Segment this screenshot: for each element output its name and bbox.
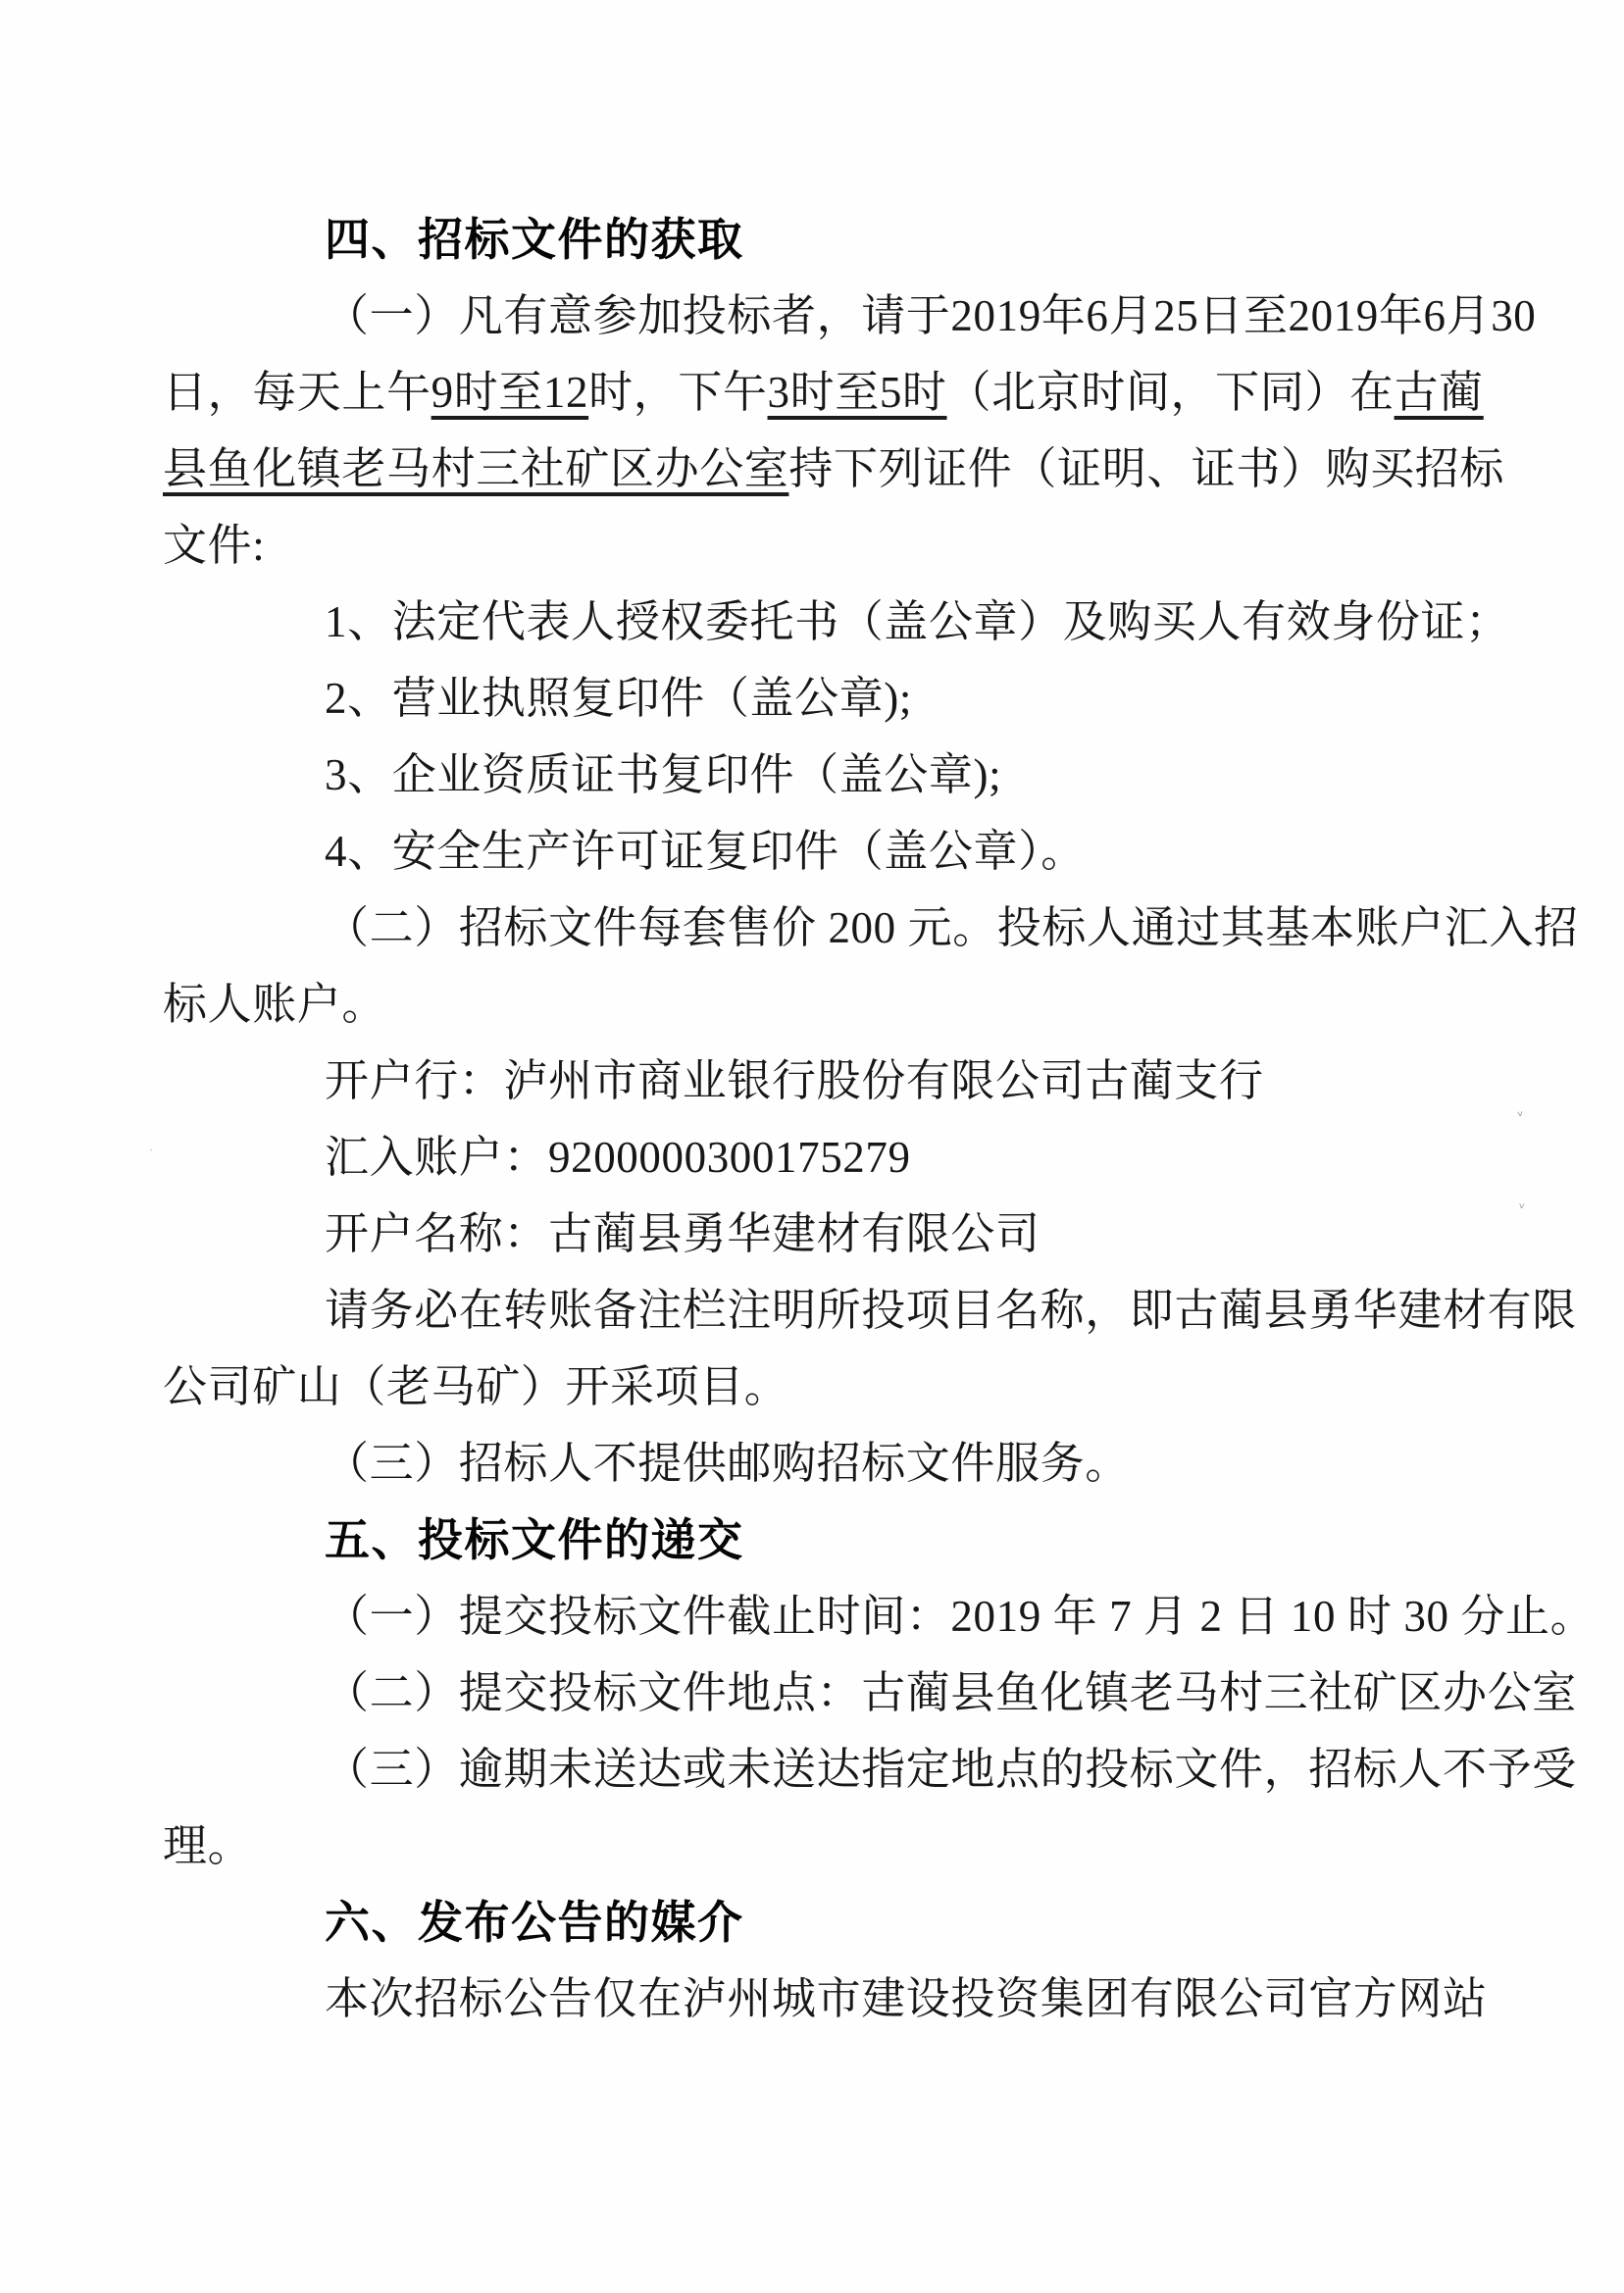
text-segment: 请务必在转账备注栏注明所投项目名称，即古蔺县勇华建材有限 — [325, 1286, 1577, 1335]
text-segment: 3、企业资质证书复印件（盖公章); — [325, 750, 1002, 799]
doc-line — [163, 431, 1505, 507]
text-segment: 四、招标文件的获取 — [325, 214, 744, 265]
doc-line — [163, 1196, 1500, 1272]
text-segment: 本次招标公告仅在泸州城市建设投资集团有限公司官方网站 — [325, 1974, 1488, 2023]
doc-line — [163, 1119, 1500, 1196]
text-segment: （二）招标文件每套售价 200 元。投标人通过其基本账户汇入招 — [325, 903, 1579, 952]
doc-line — [163, 1578, 1596, 1655]
doc-line — [163, 1272, 1577, 1349]
text-segment: 开户行：泸州市商业银行股份有限公司古蔺支行 — [325, 1056, 1264, 1105]
underlined-text: 3时至5时 — [767, 368, 947, 417]
doc-line — [163, 1731, 1577, 1808]
underlined-text: 县鱼化镇老马村三社矿区办公室 — [163, 444, 789, 493]
doc-line — [163, 1808, 1500, 1884]
doc-line — [163, 890, 1579, 966]
doc-line — [163, 813, 1500, 890]
text-segment: 五、投标文件的递交 — [325, 1514, 744, 1565]
text-segment: 时，下午 — [588, 368, 768, 417]
text-segment: 4、安全生产许可证复印件（盖公章）。 — [325, 827, 1086, 876]
scan-speck: ᵥ — [1518, 1194, 1526, 1213]
section-heading — [163, 1502, 1500, 1578]
doc-line — [163, 1043, 1500, 1119]
text-segment: 汇入账户：9200000300175279 — [325, 1133, 911, 1182]
text-segment: 理。 — [163, 1821, 253, 1870]
doc-line — [163, 1655, 1577, 1731]
text-segment: （三）招标人不提供邮购招标文件服务。 — [325, 1439, 1130, 1488]
text-segment: 公司矿山（老马矿）开采项目。 — [163, 1362, 789, 1411]
doc-line — [163, 354, 1500, 431]
text-segment: （二）提交投标文件地点：古蔺县鱼化镇老马村三社矿区办公室 — [325, 1668, 1577, 1717]
text-segment: （一）提交投标文件截止时间：2019 年 7 月 2 日 10 时 30 分止。 — [325, 1592, 1596, 1641]
doc-line — [163, 966, 1500, 1043]
doc-line — [163, 1425, 1500, 1502]
text-segment: 开户名称：古蔺县勇华建材有限公司 — [325, 1209, 1040, 1258]
scan-speck: ˏ — [148, 1139, 154, 1151]
text-segment: （三）逾期未送达或未送达指定地点的投标文件，招标人不予受 — [325, 1745, 1577, 1794]
underlined-text: 9时至12 — [431, 368, 589, 417]
doc-line — [163, 737, 1500, 813]
doc-line — [163, 584, 1510, 660]
doc-line — [163, 660, 1500, 737]
text-segment: 日，每天上午 — [163, 368, 431, 417]
doc-line — [163, 278, 1537, 354]
underlined-text: 古蔺 — [1394, 368, 1484, 417]
doc-line — [163, 507, 1500, 584]
text-segment: 文件: — [163, 521, 266, 570]
text-segment: 2、营业执照复印件（盖公章); — [325, 674, 912, 723]
text-segment: 持下列证件（证明、证书）购买招标 — [788, 444, 1505, 493]
text-segment: 标人账户。 — [163, 980, 387, 1029]
text-segment: 1、法定代表人授权委托书（盖公章）及购买人有效身份证； — [325, 597, 1510, 646]
document-body — [163, 201, 1596, 2037]
doc-line — [163, 1349, 1500, 1425]
doc-line — [163, 1961, 1500, 2037]
section-heading — [163, 201, 1500, 278]
scan-speck: ᵥ — [1515, 1101, 1525, 1121]
text-segment: 六、发布公告的媒介 — [325, 1897, 744, 1948]
section-heading — [163, 1884, 1500, 1961]
text-segment: （北京时间，下同）在 — [946, 368, 1395, 417]
text-segment: （一）凡有意参加投标者，请于2019年6月25日至2019年6月30 — [325, 291, 1537, 340]
